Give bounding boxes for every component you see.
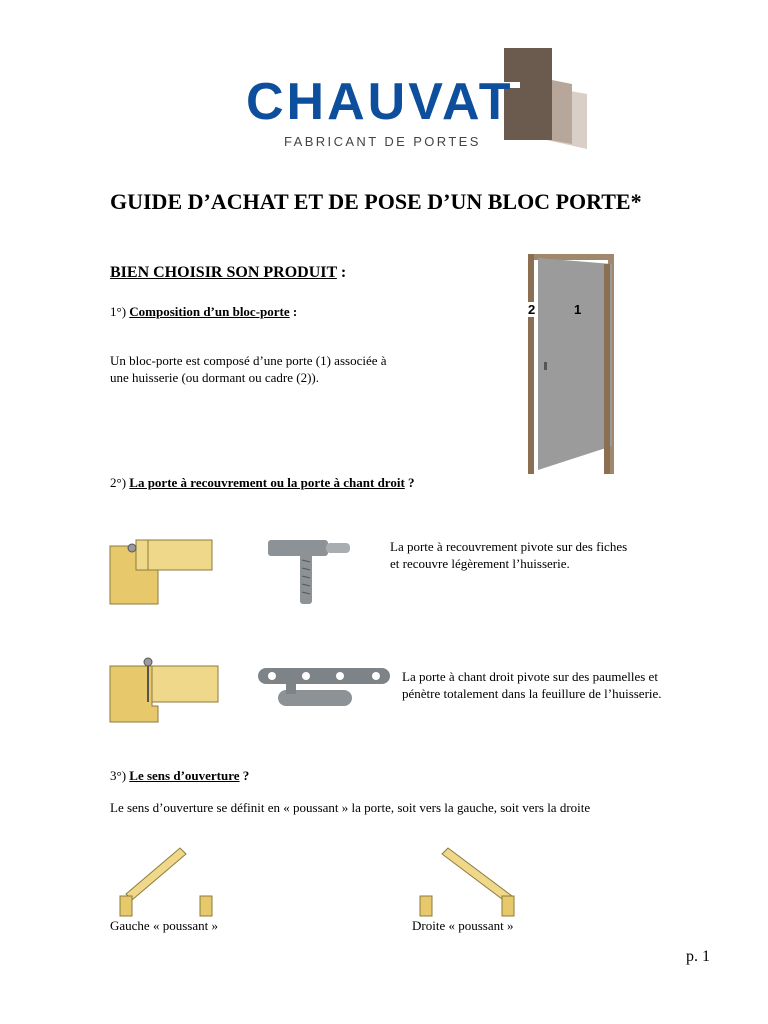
recouvrement-text xyxy=(390,538,627,572)
page-number: p. 1 xyxy=(686,948,710,965)
recouvrement-text-line1: La porte à recouvrement pivote sur des fiches xyxy=(390,539,628,554)
chant-droit-text xyxy=(402,668,662,702)
s3-text: Le sens d’ouverture se définit en « poussant » la porte, soit vers la gauche, soit vers la droite xyxy=(110,800,591,815)
s1-text xyxy=(110,352,387,386)
s1-suffix: : xyxy=(289,304,298,319)
door-graphic xyxy=(516,252,620,478)
s3-num: 3°) xyxy=(110,768,127,783)
s2-label: La porte à recouvrement ou la porte à chant droit xyxy=(129,475,405,490)
s3-heading xyxy=(110,768,249,784)
s3-label: Le sens d’ouverture xyxy=(129,768,240,783)
fiche-hinge-icon xyxy=(264,534,354,608)
page-title: GUIDE D’ACHAT ET DE POSE D’UN BLOC PORTE* xyxy=(110,189,642,214)
logo-brand: CHAUVAT xyxy=(246,73,514,131)
door-label: 1 xyxy=(574,302,582,317)
recouvrement-text-line2: et recouvre légèrement l’huisserie. xyxy=(390,556,570,571)
s2-heading xyxy=(110,475,415,491)
section-heading-label: BIEN CHOISIR SON PRODUIT xyxy=(110,264,337,281)
left-push-diagram xyxy=(114,846,226,918)
s2-num: 2°) xyxy=(110,475,127,490)
paumelle-hinge-icon xyxy=(256,664,392,712)
right-push-diagram xyxy=(414,846,526,918)
logo xyxy=(240,44,590,164)
chant-droit-text-line2: pénètre totalement dans la feuillure de l’huisserie. xyxy=(402,686,662,701)
door-illustration xyxy=(516,252,620,478)
left-push-caption: Gauche « poussant » xyxy=(110,918,218,933)
straight-door-diagram xyxy=(108,654,220,726)
s1-num: 1°) xyxy=(110,304,127,319)
s1-text-line2: une huisserie (ou dormant ou cadre (2)). xyxy=(110,370,320,385)
section-heading-suffix: : xyxy=(336,264,347,281)
s3-suffix: ? xyxy=(239,768,250,783)
s1-text-line1: Un bloc-porte est composé d’une porte (1) associée à xyxy=(110,353,387,368)
frame-label: 2 xyxy=(528,302,536,317)
logo-tagline: FABRICANT DE PORTES xyxy=(284,134,481,149)
section-heading xyxy=(110,264,346,282)
chant-droit-text-line1: La porte à chant droit pivote sur des paumelles et xyxy=(402,669,658,684)
s2-suffix: ? xyxy=(404,475,415,490)
right-push-caption: Droite « poussant » xyxy=(412,918,514,933)
overlap-door-diagram xyxy=(108,536,214,608)
s1-label: Composition d’un bloc-porte xyxy=(129,304,290,319)
s1-heading xyxy=(110,304,297,320)
